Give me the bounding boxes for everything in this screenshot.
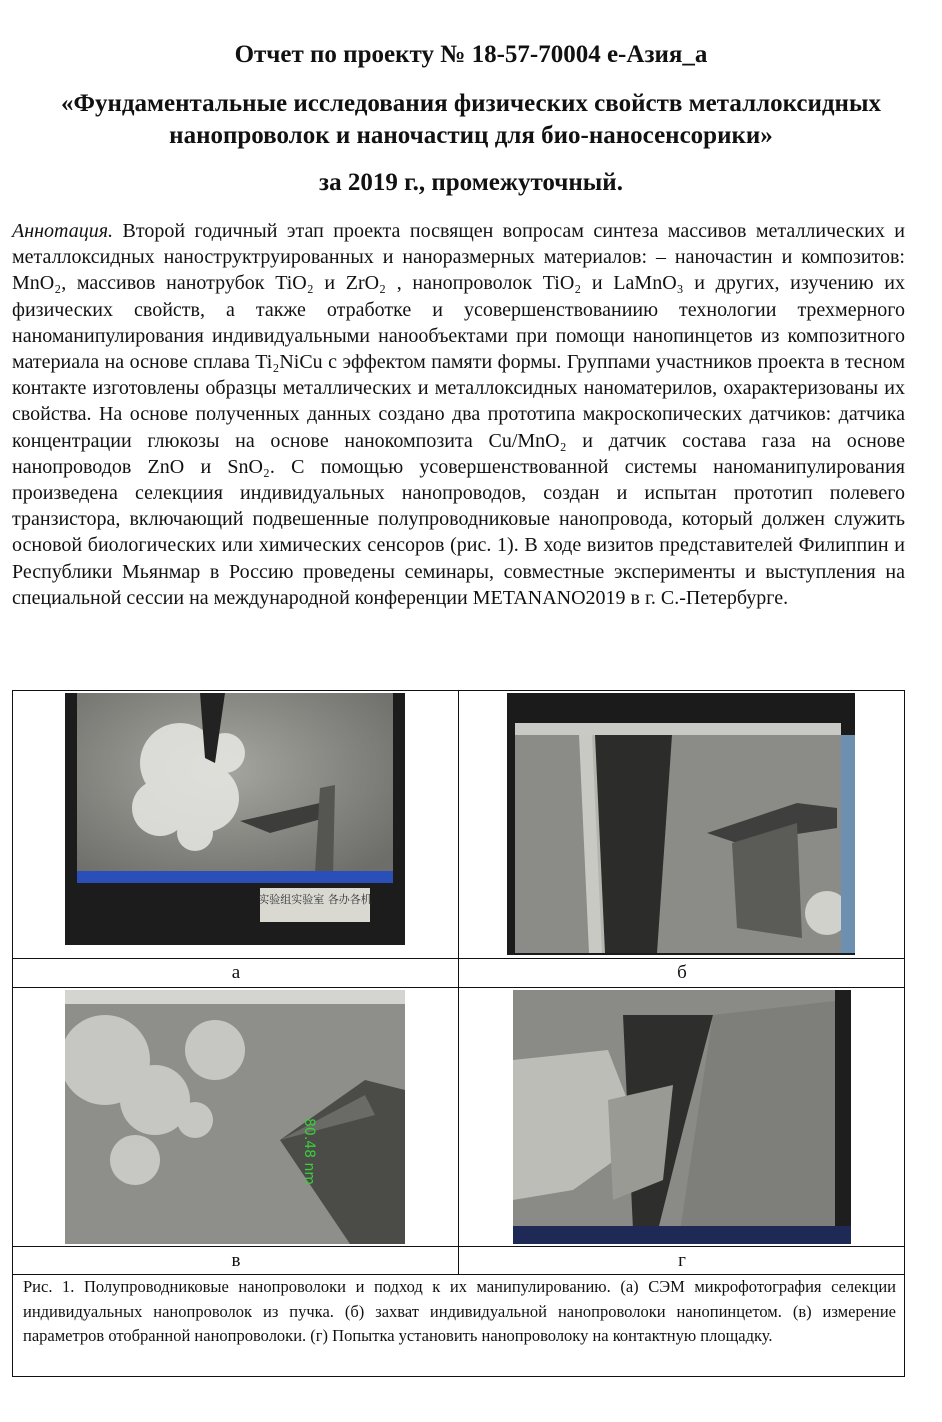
abstract-lead: Аннотация.: [12, 220, 114, 242]
photo-panel-a: [65, 693, 405, 945]
report-title: Отчет по проекту № 18-57-70004 е-Азия_а: [234, 41, 708, 68]
panel-label-b: б: [677, 962, 687, 983]
panel-v-measurement-text: 80.48 nm: [301, 1118, 317, 1186]
figure-grid-divider: [13, 987, 904, 988]
photo-panel-g: [513, 990, 851, 1244]
panel-label-v: в: [231, 1250, 241, 1271]
report-period: за 2019 г., промежуточный.: [319, 169, 623, 196]
abstract: [12, 218, 905, 611]
photo-panel-b: [507, 693, 855, 955]
panel-a-sign-text: 实验组实验室 各办各机: [258, 893, 372, 906]
panel-label-g: г: [678, 1250, 686, 1271]
figure-grid-divider: [13, 958, 904, 959]
report-header: [0, 40, 942, 198]
project-name-line-1: «Фундаментальные исследования физических свойств металлоксидных: [61, 90, 881, 117]
project-name-line-2: нанопроволок и наночастиц для био-наносенсорики»: [169, 122, 773, 149]
figure-grid-divider: [13, 1246, 904, 1247]
photo-panel-v: [65, 990, 405, 1244]
figure-1: [12, 690, 905, 1377]
figure-caption: Рис. 1. Полупроводниковые нанопроволоки и подход к их манипулированию. (а) СЭМ микрофотография селекции индивидуальных нанопроволок из пучка. (б) захват индивидуальной нанопроволоки нанопинцетом. (в) измерение параметров отобранной нанопроволоки. (г) Попытка установить нанопроволоку на контактную площадку.: [23, 1277, 896, 1345]
panel-label-a: а: [231, 962, 241, 983]
abstract-body: Второй годичный этап проекта посвящен вопросам синтеза массивов металлических и металлоксидных наноструктруированных и наноразмерных материалов: – наночастин и композитов: MnO₂, массивов нанотрубок TiO₂ и ZrO₂ , нанопроволок TiO₂ и LaMnO₃ и других, изучению их физических свойств, а также отработке и усовершенствованиию технологии трехмерного наноманипулирования индивидуальными нанообъектами при помощи нанопинцетов из композитного материала на основе сплава Ti₂NiCu с эффектом памяти формы. Группами участников проекта в тесном контакте изготовлены образцы металлических и металлоксидных наноматерилов, охарактеризованы их свойства. На основе полученных данных создано два прототипа макроскопических датчиков: датчика концентрации глюкозы на основе нанокомпозита Cu/MnO₂ и датчик состава газа на основе нанопроводов ZnO и SnO₂. С помощью усовершенствованной системы наноманипулирования произведена селекциия индивидуальных нанопроводов, создан и испытан прототип полевего транзистора, включающий подвешенные полупроводниковые нанопровода, который должен служить основой биологических или химических сенсоров (рис. 1). В ходе визитов представителей Филиппин и Республики Мьянмар в Россию проведены семинары, совместные эксперименты и выступления на специальной сессии на международной конференции METANANO2019 в г. С.-Петербурге.: [12, 220, 906, 609]
